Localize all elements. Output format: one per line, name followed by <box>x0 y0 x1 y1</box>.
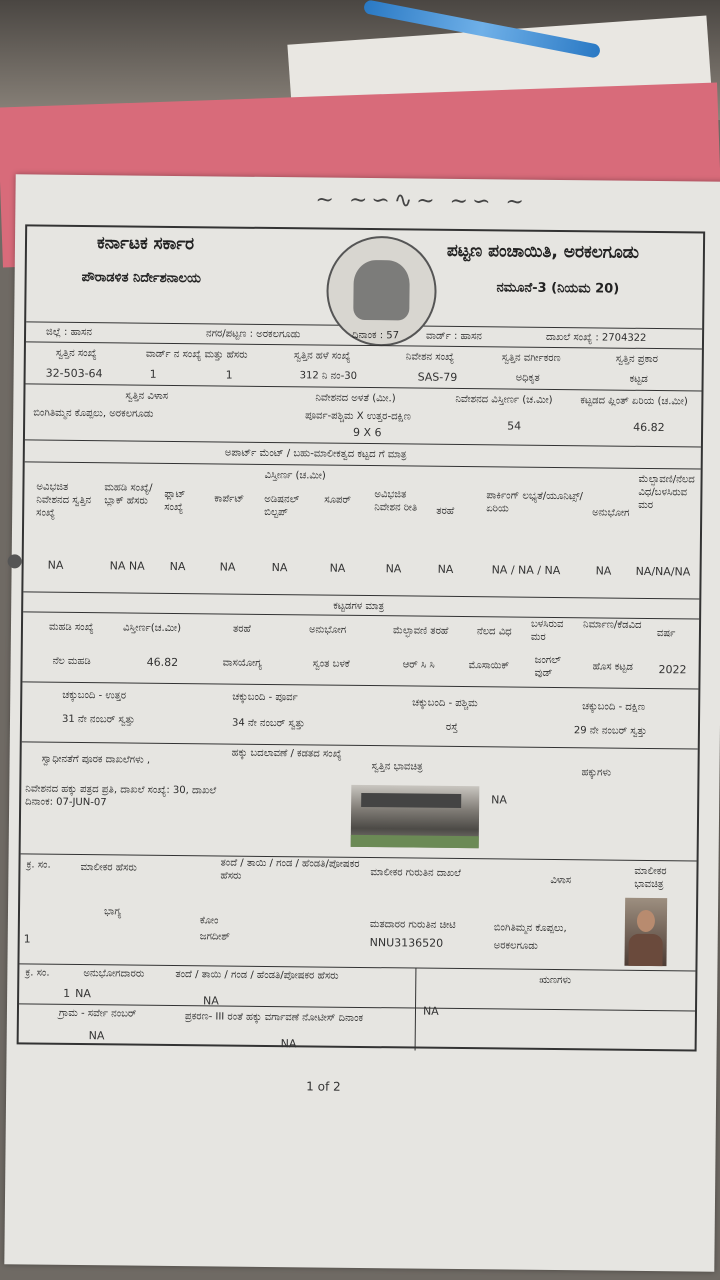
boundary-row <box>22 682 699 749</box>
bld-col-5: ನೆಲದ ವಿಧ <box>476 626 512 638</box>
liability-heading: ಋಣಗಳು <box>539 974 572 987</box>
form-table <box>17 224 706 1051</box>
bld-col-7: ನಿರ್ಮಾಣ/ಕೆಡವಿದ <box>582 619 642 631</box>
owner-id-type: ಮತದಾರರ ಗುರುತಿನ ಚೀಟಿ <box>369 919 456 931</box>
survey-row <box>19 1004 695 1053</box>
occupier-heading: ಅನುಭೋಗದಾರರು <box>83 968 145 980</box>
bld-col-6: ಬಳಸಿರುವ ಮರ <box>530 618 564 643</box>
owner-name-heading: ಮಾಲೀಕರ ಹೆಸರು <box>80 862 137 874</box>
h-ward: ವಾರ್ಡ್ ನ ಸಂಖ್ಯೆ ಮತ್ತು ಹೆಸರು <box>145 348 248 361</box>
h-type: ಸ್ವತ್ತಿನ ಪ್ರಕಾರ <box>615 353 659 366</box>
apt-val-3: NA <box>219 560 236 574</box>
south-value: 29 ನೇ ನಂಬರ್ ಸ್ವತ್ತು <box>573 725 647 737</box>
owner-row <box>19 854 696 971</box>
apt-col-3: ಕಾರ್ಪೆಟ್ <box>214 493 245 505</box>
owner-relation-heading: ತಂದೆ / ತಾಯಿ / ಗಂಡ / ಹೆಂಡತಿ/ಪೋಷಕರ ಹೆಸರು <box>220 857 360 882</box>
apt-col-7: ತರಹೆ <box>436 505 455 517</box>
south-heading: ಚಕ್ಕುಬಂದಿ - ದಕ್ಷಿಣ <box>582 701 646 713</box>
owner-relation-1: ಕೋಂ <box>199 915 219 927</box>
case-value: NA <box>280 1037 297 1051</box>
address: ಬಿಂಗಿತಿಮ್ಮನ ಕೊಪ್ಪಲು, ಅರಕಲಗೂಡು <box>33 407 154 420</box>
h-survey: ನಿವೇಶನ ಸಂಖ್ಯೆ <box>405 351 455 363</box>
owner-address-1: ಬಿಂಗಿತಿಮ್ಮನ ಕೊಪ್ಪಲು, <box>493 922 567 935</box>
east-value: 34 ನೇ ನಂಬರ್ ಸ್ವತ್ತು <box>231 717 305 730</box>
survey-no: SAS-79 <box>417 370 458 384</box>
owner-photo <box>624 898 667 966</box>
dept-title: ಪೌರಾಡಳಿತ ನಿರ್ದೇಶನಾಲಯ <box>81 270 202 287</box>
apt-col-0: ಅವಿಭಜಿತ ನಿವೇಶನದ ಸ್ವತ್ತಿನ ಸಂಖ್ಯೆ <box>36 481 92 519</box>
bld-col-4: ಮೆಲ್ಛಾವಣಿ ತರಹೆ <box>392 625 449 637</box>
supporting-docs: ನಿವೇಶನದ ಹಕ್ಕು ಪತ್ರದ ಪ್ರತಿ, ದಾಖಲೆ ಸಂಖ್ಯೆ: 30, ದಾಖಲೆ ದಿನಾಂಕ: 07-JUN-07 <box>25 783 217 809</box>
doc-number: ದಾಖಲೆ ಸಂಖ್ಯೆ : 2704322 <box>545 331 647 344</box>
apt-col-5: ಸೂಪರ್ <box>324 494 352 506</box>
direction: ಪೂರ್ವ-ಪಶ್ಚಿಮ X ಉತ್ತರ-ದಕ್ಷಿಣ <box>305 410 411 423</box>
apt-val-4: NA <box>271 561 288 575</box>
owner-sl: 1 <box>23 932 31 946</box>
apt-col-10: ಮೆಲ್ಛಾವಣಿ/ನೆಲದ ವಿಧ/ಬಳಸಿರುವ ಮರ <box>638 473 695 512</box>
h-category: ಸ್ವತ್ತಿನ ವರ್ಗೀಕರಣ <box>501 352 561 365</box>
h-prop-no: ಸ್ವತ್ತಿನ ಸಂಖ್ಯೆ <box>55 347 97 360</box>
ward-2: 1 <box>225 368 233 382</box>
east-heading: ಚಕ್ಕುಬಂದಿ - ಪೂರ್ವ <box>232 691 298 704</box>
dimension-row <box>25 384 702 447</box>
case-heading: ಪ್ರಕರಣ- III ರಂತೆ ಹಕ್ಕು ವರ್ಗಾವಣೆ ನೋಟೀಸ್ ದಿನಾಂಕ <box>184 1011 364 1024</box>
district: ಜಿಲ್ಲೆ : ಹಾಸನ <box>46 326 92 339</box>
category: ಅಧಿಕೃತ <box>515 372 540 384</box>
owner-photo-heading: ಮಾಲೀಕರ ಭಾವಚಿತ್ರ <box>634 865 667 891</box>
bld-val-8: 2022 <box>658 663 687 677</box>
form-number: ನಮೂನೆ-3 (ನಿಯಮ 20) <box>496 280 620 297</box>
occupier-sl-heading: ಕ್ರ. ಸಂ. <box>25 967 50 979</box>
property-document <box>4 174 720 1271</box>
bld-val-1: 46.82 <box>146 655 179 670</box>
bld-col-3: ಅನುಭೋಗ <box>308 624 347 636</box>
occupier-name: NA <box>75 986 91 1001</box>
apt-val-9: NA <box>595 564 612 578</box>
bld-val-5: ಮೊಸಾಯಿಕ್ <box>468 660 510 672</box>
handwritten-scribble: ~ ∼∽∿∼ ∼∽ ∼ <box>315 187 529 215</box>
apartment-row <box>23 462 700 599</box>
h-old-no: ಸ್ವತ್ತಿನ ಹಳೆ ಸಂಖ್ಯೆ <box>293 350 351 362</box>
liability-value: NA <box>422 1004 439 1018</box>
prop-no: 32-503-64 <box>45 366 103 381</box>
bld-val-0: ನೆಲ ಮಹಡಿ <box>52 655 91 668</box>
occupier-relation-heading: ತಂದೆ / ತಾಯಿ / ಗಂಡ / ಹೆಂಡತಿ/ಪೋಷಕರ ಹೆಸರು <box>175 969 339 982</box>
survey-heading: ಗ್ರಾಮ - ಸರ್ವೇ ನಂಬರ್ <box>58 1007 137 1020</box>
apt-val-0: NA <box>47 558 64 572</box>
building-title: ಕಟ್ಟಡಗಳ ಮಾತ್ರ <box>333 600 385 613</box>
town: ನಗರ/ಪಟ್ಟಣ : ಅರಕಲಗೂಡು <box>206 328 301 341</box>
survey-value: NA <box>88 1029 105 1043</box>
bld-val-4: ಆರ್ ಸಿ ಸಿ <box>402 659 435 671</box>
apartment-area-heading: ವಿಸ್ತೀರ್ಣ (ಚ.ಮೀ) <box>264 469 326 482</box>
owner-name: ಭಾಗ್ಯ <box>103 906 122 918</box>
govt-title: ಕರ್ನಾಟಕ ಸರ್ಕಾರ <box>96 233 195 255</box>
apt-col-4: ಅಡಿಷನಲ್ ಬಿಲ್ಟಪ್ <box>264 493 300 519</box>
rights-heading: ಹಕ್ಕುಗಳು <box>581 767 612 779</box>
ward-1: 1 <box>149 367 157 381</box>
ward: ವಾರ್ಡ್ : ಹಾಸನ <box>425 330 482 343</box>
bld-col-1: ವಿಸ್ತೀರ್ಣ(ಚ.ಮೀ) <box>122 622 182 635</box>
area: 54 <box>507 419 522 433</box>
owner-address-heading: ವಿಳಾಸ <box>550 874 572 887</box>
header-row <box>26 226 703 329</box>
photo-heading: ಸ್ವತ್ತಿನ ಭಾವಚಿತ್ರ <box>371 761 423 773</box>
h-area: ನಿವೇಶನದ ವಿಸ್ತೀರ್ಣ (ಚ.ಮೀ) <box>455 393 553 406</box>
h-address: ಸ್ವತ್ತಿನ ವಿಳಾಸ <box>125 390 169 402</box>
apt-col-6: ಅವಿಭಜಿತ ನಿವೇಶನ ರೀತಿ <box>374 489 418 514</box>
occupier-sl: 1 <box>63 986 71 1000</box>
bld-val-3: ಸ್ವಂತ ಬಳಕೆ <box>312 658 350 670</box>
h-measure: ನಿವೇಶನದ ಅಳತೆ (ಮೀ.) <box>315 392 396 405</box>
property-photo <box>351 785 480 848</box>
rights-value: NA <box>491 793 508 807</box>
bld-col-2: ತರಹೆ <box>232 623 251 635</box>
apt-val-8: NA / NA / NA <box>491 563 561 578</box>
apartment-title: ಅಪಾರ್ಟ್ ಮೆಂಟ್ / ಬಹು-ಮಾಲೀಕತ್ವದ ಕಟ್ಟದ ಗೆ ಮಾತ್ರ <box>224 447 407 461</box>
bld-col-0: ಮಹಡಿ ಸಂಖ್ಯೆ <box>48 621 94 634</box>
building-row <box>22 612 699 689</box>
west-value: ರಸ್ತೆ <box>445 721 458 733</box>
owner-sl-heading: ಕ್ರ. ಸಂ. <box>26 859 51 871</box>
owner-relation-2: ಜಗದೀಶ್ <box>199 931 231 943</box>
owner-id-number: NNU3136520 <box>369 936 444 950</box>
old-no: 312 ನಿ ನಂ-30 <box>299 370 358 382</box>
north-heading: ಚಕ್ಕುಬಂದಿ - ಉತ್ತರ <box>62 689 127 702</box>
bld-col-8: ವರ್ಷ <box>656 628 676 640</box>
prop-type: ಕಟ್ಟಡ <box>629 373 648 385</box>
apt-val-6: NA <box>385 562 402 576</box>
west-heading: ಚಕ್ಕುಬಂದಿ - ಪಶ್ಚಿಮ <box>412 697 478 710</box>
apt-val-1: NA NA <box>109 559 145 573</box>
date-label: ದಿನಾಂಕ : 57 <box>352 329 400 342</box>
page-number: 1 of 2 <box>306 1079 341 1094</box>
apt-val-2: NA <box>169 559 186 574</box>
property-id-row <box>26 342 702 391</box>
bld-val-6: ಜಂಗಲ್ ವುಡ್ <box>534 654 562 679</box>
occupier-relation: NA <box>203 994 219 1008</box>
docs-heading: ಸ್ವಾಧೀನತೆಗೆ ಪೂರಕ ದಾಖಲೆಗಳು , <box>41 753 151 766</box>
h-built: ಕಟ್ಟಡದ ಪ್ಲಿಂತ್ ಏರಿಯ (ಚ.ಮೀ) <box>580 395 688 408</box>
owner-address-2: ಅರಕಲಗೂಡು <box>493 940 538 952</box>
apt-col-8: ಪಾರ್ಕಿಂಗ್ ಲಭ್ಯತೆ/ಯೂನಿಟ್ಸ್/ಏರಿಯ <box>486 490 584 515</box>
measure: 9 X 6 <box>352 425 382 440</box>
owner-id-heading: ಮಾಲೀಕರ ಗುರುತಿನ ದಾಖಲೆ <box>370 867 462 880</box>
apt-val-7: NA <box>437 562 454 576</box>
apt-col-2: ಫ್ಲಾಟ್ ಸಂಖ್ಯೆ <box>164 488 186 514</box>
apt-col-1: ಮಹಡಿ ಸಂಖ್ಯೆ/ಬ್ಲಾಕ್ ಹೆಸರು <box>104 482 153 507</box>
apt-val-5: NA <box>329 561 346 575</box>
transfer-heading: ಹಕ್ಕು ಬದಲಾವಣೆ / ಕಡತದ ಸಂಖ್ಯೆ <box>231 747 342 760</box>
panchayat-title: ಪಟ್ಟಣ ಪಂಚಾಯಿತಿ, ಅರಕಲಗೂಡು <box>446 240 640 263</box>
punch-hole <box>8 554 22 568</box>
apt-col-9: ಅನುಭೋಗ <box>592 507 630 519</box>
apt-val-10: NA/NA/NA <box>635 564 691 579</box>
bld-val-7: ಹೊಸ ಕಟ್ಟಡ <box>592 661 633 673</box>
built-area: 46.82 <box>633 420 665 435</box>
north-value: 31 ನೇ ನಂಬರ್ ಸ್ವತ್ತು <box>61 713 135 726</box>
bld-val-2: ವಾಸಯೋಗ್ಯ <box>222 657 263 669</box>
